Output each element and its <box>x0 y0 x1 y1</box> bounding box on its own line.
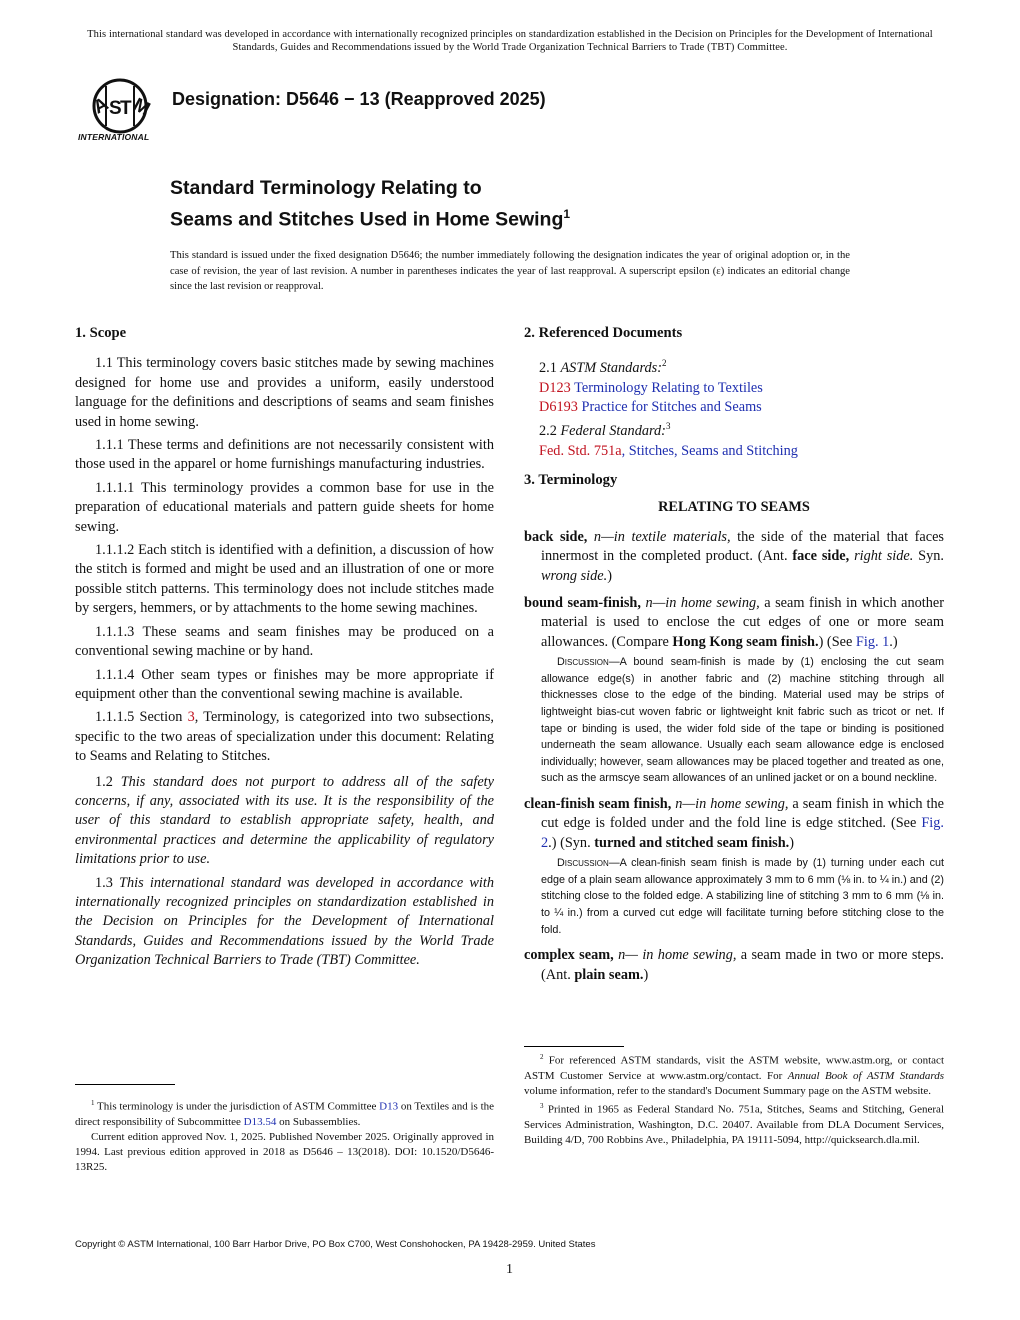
designation: Designation: D5646 − 13 (Reapproved 2025) <box>172 89 546 109</box>
clean-pos: n—in home sewing, <box>671 795 789 812</box>
term-bound-seam-finish <box>524 594 944 652</box>
footnote-2-text-a: For referenced ASTM standards, visit the ASTM website, www.astm.org, or contact ASTM Customer Service at www.astm.org/contact. For <box>524 1054 944 1082</box>
left-column <box>75 324 494 975</box>
federal-standard-line <box>539 417 944 441</box>
terminology-heading: 3. Terminology <box>524 471 618 488</box>
bound-see: ) (See <box>818 633 856 650</box>
svg-text:A: A <box>90 93 112 119</box>
term-back-side <box>524 528 944 586</box>
fed-std-title-link[interactable]: Stitches, Seams and Stitching <box>628 442 798 459</box>
clean-discussion <box>541 855 944 938</box>
d6193-code-link[interactable]: D6193 <box>539 398 578 415</box>
complex-def: a seam made in two or more steps. (Ant. <box>541 947 945 983</box>
complex-end: ) <box>643 966 649 983</box>
bound-def: a seam finish in which another material is used to enclose the cut edges of one or more seam allowances. (Compare <box>541 595 944 650</box>
back-side-antonym: face side, <box>792 548 850 565</box>
d6193-title-link[interactable]: Practice for Stitches and Seams <box>581 398 762 415</box>
footnote-2-book: Annual Book of ASTM Standards <box>787 1069 944 1082</box>
issue-note: This standard is issued under the fixed designation D5646; the number immediately following the designation indicates the year of original adoption or, in the case of revision, the year of last revision. A number in parentheses indicates the year of last reapproval. A superscript epsilon (ε) indicates an editorial change since the last revision or reapproval. <box>170 250 850 292</box>
scope-1-2-number: 1.2 <box>95 773 121 790</box>
document-title <box>170 175 570 233</box>
footnote-3 <box>524 1099 944 1148</box>
footnote-3-ref[interactable]: 3 <box>665 421 671 432</box>
svg-text:M: M <box>129 94 154 121</box>
title-line-2-text: Seams and Stitches Used in Home Sewing <box>170 208 564 231</box>
bound-pos: n—in home sewing, <box>640 595 760 611</box>
term-clean-finish <box>524 795 944 853</box>
complex-pos: n— in home sewing, <box>613 947 737 964</box>
footnote-2-marker: 2 <box>540 1053 544 1061</box>
title-footnote-ref[interactable]: 1 <box>563 207 571 221</box>
scope-1-1: 1.1 This terminology covers basic stitches made by sewing machines designed for home use and provides a uniform, easily understood language for the definitions and descriptions of seams and seam finishes used in home sewing. <box>75 355 494 430</box>
footnote-1-text-c: on Subassemblies. <box>276 1115 361 1128</box>
footnote-1 <box>75 1096 494 1176</box>
title-line-2 <box>170 201 570 233</box>
scope-1-1-1-2: 1.1.1.2 Each stitch is identified with a definition, a discussion of how the stitch is formed and might be used and an illustration of one or more possible stitch patterns. This terminology does not include stitches made by sergers, hemmers, or by attachments to the home sewing machines. <box>75 542 494 617</box>
scope-1-1-1-5-text-end: , Terminology, is categorized into two subsections, specific to the two areas of specialization under this document: Relating to Seams and Relating to Stitches. <box>75 709 494 765</box>
footnote-3-text: Printed in 1965 as Federal Standard No. 751a, Stitches, Seams and Stitching, General Services Administration, Washington, D.C. 20407. Available from DLA Document Services, Building 4/D, 700 Robbins Ave., Philadelphia, PA 19111-5094, http://quicksearch.dla.mil. <box>524 1103 944 1147</box>
referenced-documents-heading: 2. Referenced Documents <box>524 325 683 341</box>
clean-synonym: turned and stitched seam finish. <box>594 834 790 851</box>
reference-d123[interactable] <box>539 379 944 398</box>
relating-to-seams-heading: RELATING TO SEAMS <box>658 499 810 516</box>
title-line-1: Standard Terminology Relating to <box>170 177 482 199</box>
back-side-synonym: wrong side. <box>541 567 608 584</box>
fed-std-code-link[interactable]: Fed. Std. 751a <box>539 442 622 459</box>
right-footnote-rule <box>524 1046 624 1047</box>
reference-fed-std[interactable] <box>539 442 944 461</box>
clean-see-end: .) (Syn. <box>548 834 595 851</box>
astm-standards-line <box>539 354 944 378</box>
scope-1-1-1-5-text: 1.1.1.5 Section <box>95 709 188 726</box>
d123-title-link[interactable]: Terminology Relating to Textiles <box>574 379 763 396</box>
fig-1-link[interactable]: Fig. 1 <box>855 633 890 650</box>
committee-d13-link[interactable]: D13 <box>379 1100 399 1113</box>
back-side-syn-label: Syn. <box>913 548 944 565</box>
reference-d6193[interactable] <box>539 398 944 417</box>
footnote-1-text-b: on Textiles and is the direct responsibility of Subcommittee <box>75 1100 495 1128</box>
clean-term: clean-finish seam finish, <box>524 795 672 812</box>
scope-1-1-1-4: 1.1.1.4 Other seam types or finishes may be more appropriate if equipment other than the conventional sewing machine is available. <box>75 666 494 702</box>
back-side-term: back side, <box>524 528 588 545</box>
bound-term: bound seam-finish, <box>524 595 641 611</box>
term-complex-seam <box>524 946 944 985</box>
svg-text:S: S <box>109 98 122 119</box>
scope-1-1-1: 1.1.1 These terms and definitions are not necessarily consistent with those used in the apparel or home furnishings manufacturing industries. <box>75 437 494 473</box>
footnote-3-marker: 3 <box>540 1102 544 1111</box>
section-3-link[interactable]: 3 <box>187 709 195 726</box>
clean-discussion-label: Discussion <box>557 857 609 870</box>
scope-1-2 <box>75 773 494 870</box>
complex-antonym: plain seam. <box>574 966 644 983</box>
scope-1-2-text: This standard does not purport to address all of the safety concerns, if any, associated with its use. It is the responsibility of the user of this standard to establish appropriate safety, health, and environmental practices and determine the applicability of regulatory limitations prior to use. <box>75 773 494 868</box>
footnotes-2-3 <box>524 1050 944 1149</box>
footnote-1-p1 <box>75 1096 494 1130</box>
scope-1-3-number: 1.3 <box>95 874 120 891</box>
footnote-2 <box>524 1050 944 1099</box>
bound-discussion-text: —A bound seam-finish is made by (1) enclosing the cut seam allowance edge(s) in another fabric and (2) machine stitching through all thicknesses close to the edge of the binding. Material used may be strips of lightweight bias-cut woven fabric or lightweight knit fabric such as tricot or net. If tape or binding is used, the wider fold side of the tape or binding is positioned underneath the seam allowance. Usually each seam allowance edge is enclosed individually; however, seam allowances may be placed together and treated as one, such as the armscye seam allowances of an unlined jacket or on a bound neckline. <box>541 656 944 785</box>
bound-compare: Hong Kong seam finish. <box>672 633 819 650</box>
astm-standards-label: ASTM Standards: <box>560 360 662 377</box>
federal-standard-label: Federal Standard: <box>560 423 666 440</box>
scope-1-1-1-5 <box>75 708 494 766</box>
astm-logo <box>76 76 164 146</box>
left-footnote-rule <box>75 1084 175 1085</box>
fig-2-link[interactable]: Fig. 2 <box>541 815 944 851</box>
bound-see-end: .) <box>889 633 898 650</box>
scope-1-3 <box>75 874 494 971</box>
footnote-1-p2: Current edition approved Nov. 1, 2025. Published November 2025. Originally approved in 1994. Last previous edition approved in 2018 as D5646 – 13(2018). DOI: 10.1520/D5646-13R25. <box>75 1131 494 1174</box>
logo-caption: INTERNATIONAL <box>78 132 150 142</box>
astm-standards-number: 2.1 <box>539 360 561 377</box>
bound-discussion <box>541 654 944 787</box>
d123-code-link[interactable]: D123 <box>539 379 571 396</box>
footnote-1-text-a: This terminology is under the jurisdiction of ASTM Committee <box>94 1100 380 1113</box>
clean-def: a seam finish in which the cut edge is folded under and the fold line is edge stitched. (See <box>541 795 944 832</box>
scope-1-3-text: This international standard was developed in accordance with internationally recognized principles on standardization established in the Decision on Principles for the Development of International Standards, Guides and Recommendations issued by the World Trade Organization Technical Barriers to Trade (TBT) Committee. <box>75 874 494 969</box>
footnote-1-marker: 1 <box>91 1099 95 1107</box>
scope-heading: 1. Scope <box>75 325 127 341</box>
right-column <box>524 324 944 993</box>
federal-standard-number: 2.2 <box>539 423 561 440</box>
clean-discussion-text: —A clean-finish seam finish is made by (1) turning under each cut edge of a plain seam allowance approximately 3 mm to 6 mm (⅛ in. to ¼ in.) and (2) stitching close to the folded edge. A stabilizing line of stitching 3 mm to 6 mm (⅛ in. to ¼ in.) from a curved cut edge will facilitate turning before stitching close to the fold. <box>541 857 944 936</box>
bound-discussion-label: Discussion <box>557 656 609 669</box>
scope-1-1-1-3: 1.1.1.3 These seams and seam finishes may be produced on a conventional sewing machine or by hand. <box>75 623 494 660</box>
back-side-pos: n—in textile materials, <box>587 528 731 545</box>
page-number: 1 <box>506 1262 513 1277</box>
back-side-end: ) <box>607 567 612 584</box>
scope-1-1-1-1: 1.1.1.1 This terminology provides a common base for use in the preparation of educational materials and pattern guide sheets for home sewing. <box>75 479 494 535</box>
clean-end: ) <box>789 834 795 851</box>
complex-term: complex seam, <box>524 947 614 964</box>
back-side-antonym-2: right side. <box>849 548 914 565</box>
footnote-2-ref[interactable]: 2 <box>662 358 667 369</box>
copyright-line: Copyright © ASTM International, 100 Barr Harbor Drive, PO Box C700, West Conshohocken, PA 19428-2959. United States <box>75 1239 596 1250</box>
subcommittee-d13-54-link[interactable]: D13.54 <box>243 1115 277 1128</box>
top-notice: This international standard was developed in accordance with internationally recognized principles on standardization established in the Decision on Principles for the Development of International Standards, Guides and Recommendations issued by the World Trade Organization Technical Barriers to Trade (TBT) Committee. <box>87 29 933 53</box>
footnote-2-text-b: volume information, refer to the standard's Document Summary page on the ASTM website. <box>524 1085 932 1098</box>
svg-text:T: T <box>120 98 132 119</box>
fed-std-separator: , <box>621 442 629 459</box>
back-side-def: the side of the material that faces innermost in the completed product. (Ant. <box>541 528 944 565</box>
